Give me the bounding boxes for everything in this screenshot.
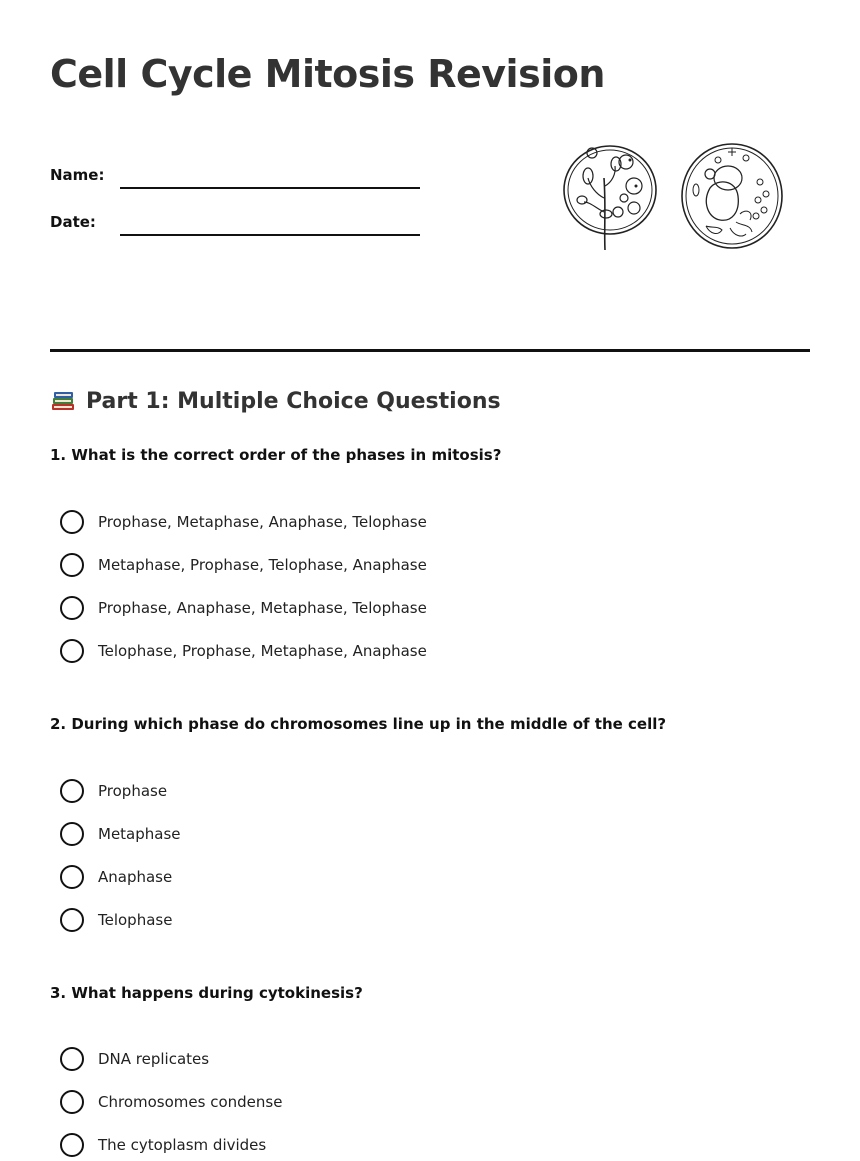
name-line[interactable] [120, 187, 420, 189]
option-label: Telophase, Prophase, Metaphase, Anaphase [98, 642, 427, 660]
books-icon [50, 388, 76, 414]
option-label: Metaphase, Prophase, Telophase, Anaphase [98, 556, 427, 574]
option-label: Chromosomes condense [98, 1093, 283, 1111]
header-divider [50, 349, 810, 352]
radio-button[interactable] [60, 510, 84, 534]
radio-button[interactable] [60, 908, 84, 932]
radio-button[interactable] [60, 865, 84, 889]
option-label: Prophase, Anaphase, Metaphase, Telophase [98, 599, 427, 617]
question-1: 1. What is the correct order of the phases in mitosis? [50, 446, 502, 464]
radio-button[interactable] [60, 1133, 84, 1157]
option-label: Prophase [98, 782, 168, 800]
date-line[interactable] [120, 234, 420, 236]
date-label: Date: [50, 213, 96, 231]
radio-button[interactable] [60, 639, 84, 663]
q1-option-3[interactable] [60, 595, 427, 621]
name-label: Name: [50, 166, 105, 184]
option-label: Anaphase [98, 868, 173, 886]
q3-option-2[interactable] [60, 1089, 282, 1115]
q2-option-3[interactable] [60, 864, 172, 890]
radio-button[interactable] [60, 1090, 84, 1114]
question-3: 3. What happens during cytokinesis? [50, 984, 363, 1002]
q2-option-1[interactable] [60, 778, 167, 804]
q2-option-2[interactable] [60, 821, 181, 847]
radio-button[interactable] [60, 1047, 84, 1071]
q1-option-2[interactable] [60, 552, 427, 578]
q1-option-4[interactable] [60, 638, 427, 664]
radio-button[interactable] [60, 822, 84, 846]
section-heading-label: Part 1: Multiple Choice Questions [86, 388, 501, 414]
option-label: The cytoplasm divides [98, 1136, 267, 1154]
worksheet-title: Cell Cycle Mitosis Revision [50, 52, 605, 96]
radio-button[interactable] [60, 596, 84, 620]
option-label: Prophase, Metaphase, Anaphase, Telophase [98, 513, 427, 531]
q1-option-1[interactable] [60, 509, 427, 535]
plant-and-animal-cell-illustration-icon [560, 138, 790, 256]
question-2: 2. During which phase do chromosomes line up in the middle of the cell? [50, 715, 667, 733]
radio-button[interactable] [60, 553, 84, 577]
q3-option-3[interactable] [60, 1132, 266, 1158]
option-label: DNA replicates [98, 1050, 210, 1068]
section-heading-part-1 [50, 388, 501, 414]
option-label: Telophase [98, 911, 173, 929]
option-label: Metaphase [98, 825, 181, 843]
radio-button[interactable] [60, 779, 84, 803]
q2-option-4[interactable] [60, 907, 172, 933]
q3-option-1[interactable] [60, 1046, 209, 1072]
